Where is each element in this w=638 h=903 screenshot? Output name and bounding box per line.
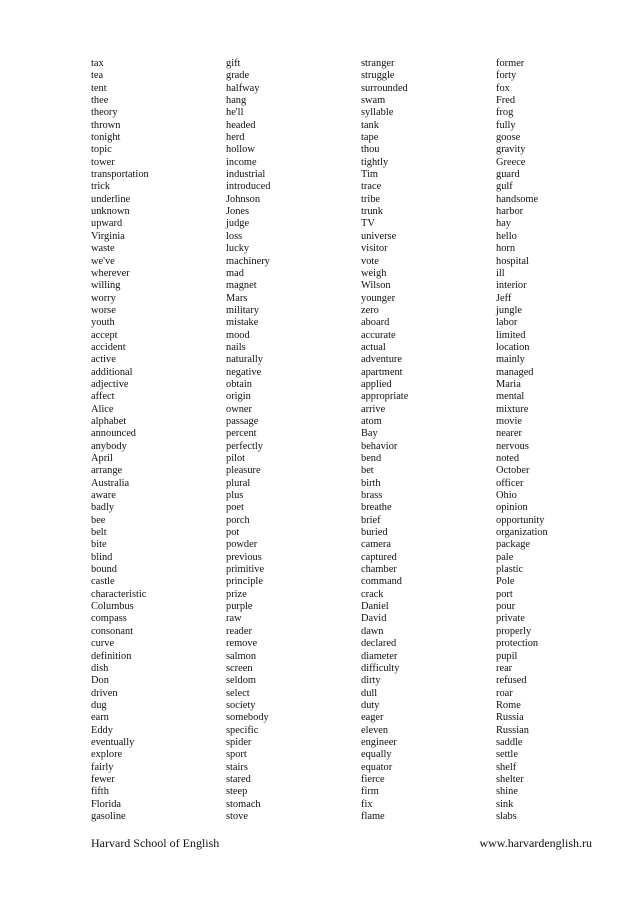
word-item: saddle <box>496 736 523 748</box>
word-item: opinion <box>496 502 528 514</box>
word-item: buried <box>361 527 388 539</box>
word-item: active <box>91 354 116 366</box>
word-item: Australia <box>91 477 130 489</box>
word-item: worry <box>91 292 116 304</box>
word-item: raw <box>226 613 242 625</box>
word-item: Jones <box>226 206 250 218</box>
word-item: David <box>361 613 387 625</box>
word-item: hospital <box>496 255 529 267</box>
word-item: tower <box>91 156 115 168</box>
word-item: Florida <box>91 798 122 810</box>
word-item: introduced <box>226 181 271 193</box>
word-item: TV <box>361 218 375 230</box>
word-item: Alice <box>91 403 114 415</box>
word-item: theory <box>91 107 118 119</box>
word-item: Eddy <box>91 724 113 736</box>
word-item: visitor <box>361 243 388 255</box>
word-item: officer <box>496 477 524 489</box>
word-item: steep <box>226 786 248 798</box>
word-item: universe <box>361 230 397 242</box>
word-item: characteristic <box>91 588 147 600</box>
word-item: private <box>496 613 525 625</box>
word-item: lucky <box>226 243 250 255</box>
word-item: mad <box>226 267 244 279</box>
word-item: porch <box>226 514 250 526</box>
word-item: announced <box>91 428 137 440</box>
word-item: castle <box>91 576 115 588</box>
word-item: applied <box>361 378 392 390</box>
word-item: Virginia <box>91 230 125 242</box>
word-item: surrounded <box>361 82 408 94</box>
word-item: specific <box>226 724 259 736</box>
word-item: trace <box>361 181 382 193</box>
word-item: fifth <box>91 786 109 798</box>
word-item: waste <box>91 243 115 255</box>
word-item: machinery <box>226 255 270 267</box>
word-item: screen <box>226 662 253 674</box>
word-item: labor <box>496 317 518 329</box>
word-item: hay <box>496 218 512 230</box>
word-item: dug <box>91 699 107 711</box>
word-item: dish <box>91 662 109 674</box>
word-item: crack <box>361 588 384 600</box>
word-item: slabs <box>496 810 517 822</box>
word-item: nearer <box>496 428 522 440</box>
word-item: jungle <box>496 304 522 316</box>
word-item: equator <box>361 761 393 773</box>
word-column-4 <box>496 58 548 823</box>
word-item: dawn <box>361 625 384 637</box>
word-item: stairs <box>226 761 248 773</box>
word-item: October <box>496 465 530 477</box>
word-item: firm <box>361 786 379 798</box>
footer-school-name: Harvard School of English <box>91 836 220 850</box>
word-item: gravity <box>496 144 526 156</box>
word-item: swam <box>361 95 386 107</box>
word-item: thou <box>361 144 380 156</box>
word-item: sink <box>496 798 514 810</box>
word-item: shine <box>496 786 518 798</box>
word-item: somebody <box>226 712 269 724</box>
word-item: gasoline <box>91 810 126 822</box>
word-item: bet <box>361 465 374 477</box>
word-item: settle <box>496 749 518 761</box>
word-item: duty <box>361 699 380 711</box>
word-item: explore <box>91 749 123 761</box>
word-item: earn <box>91 712 109 724</box>
word-item: Russian <box>496 724 529 736</box>
word-item: former <box>496 58 525 69</box>
word-column-2 <box>226 58 270 823</box>
word-item: badly <box>91 502 115 514</box>
word-item: alphabet <box>91 415 127 427</box>
word-item: judge <box>226 218 250 230</box>
word-item: aware <box>91 490 116 502</box>
word-item: military <box>226 304 259 316</box>
word-item: flame <box>361 810 385 822</box>
word-item: eager <box>361 712 384 724</box>
word-column-1 <box>91 58 149 823</box>
word-column-3 <box>361 58 408 823</box>
word-item: bee <box>91 514 106 526</box>
word-item: income <box>226 156 257 168</box>
word-item: thrown <box>91 119 121 131</box>
word-item: Daniel <box>361 601 389 613</box>
word-item: declared <box>361 638 397 650</box>
word-item: primitive <box>226 564 265 576</box>
word-item: arrive <box>361 403 386 415</box>
word-item: fully <box>496 119 516 131</box>
word-item: protection <box>496 638 539 650</box>
word-item: upward <box>91 218 123 230</box>
word-item: pilot <box>226 453 246 464</box>
word-item: naturally <box>226 354 263 366</box>
word-item: harbor <box>496 206 524 218</box>
word-item: roar <box>496 687 513 699</box>
word-item: tank <box>361 119 379 131</box>
word-item: we've <box>91 255 115 267</box>
word-item: stomach <box>226 798 261 810</box>
word-item: stared <box>226 773 251 785</box>
word-item: industrial <box>226 169 266 181</box>
word-item: willing <box>91 280 121 292</box>
word-item: sport <box>226 749 247 761</box>
word-item: gift <box>226 58 241 69</box>
word-item: nervous <box>496 440 529 452</box>
word-item: syllable <box>361 107 394 119</box>
word-item: fierce <box>361 773 385 785</box>
word-item: fairly <box>91 761 114 773</box>
word-item: unknown <box>91 206 130 218</box>
word-item: purple <box>226 601 253 613</box>
word-item: powder <box>226 539 258 551</box>
word-item: eleven <box>361 724 389 736</box>
word-item: movie <box>496 415 522 427</box>
word-item: appropriate <box>361 391 409 403</box>
word-item: magnet <box>226 280 257 292</box>
word-item: halfway <box>226 82 260 94</box>
word-item: Bay <box>361 428 378 440</box>
word-item: chamber <box>361 564 397 576</box>
word-item: goose <box>496 132 521 144</box>
word-item: topic <box>91 144 112 156</box>
word-item: underline <box>91 193 131 205</box>
word-item: younger <box>361 292 396 304</box>
footer-website: www.harvardenglish.ru <box>479 836 592 850</box>
word-item: Rome <box>496 699 521 711</box>
word-item: Wilson <box>361 280 391 292</box>
word-item: breathe <box>361 502 392 514</box>
word-item: forty <box>496 70 517 82</box>
word-item: consonant <box>91 625 134 637</box>
word-item: affect <box>91 391 115 403</box>
word-item: guard <box>496 169 520 181</box>
word-item: youth <box>91 317 115 329</box>
word-item: bend <box>361 453 382 464</box>
word-item: noted <box>496 453 520 464</box>
word-item: anybody <box>91 440 127 452</box>
word-item: accurate <box>361 329 396 341</box>
word-item: struggle <box>361 70 395 82</box>
word-item: tightly <box>361 156 389 168</box>
word-item: he'll <box>226 107 244 119</box>
word-item: apartment <box>361 366 403 378</box>
word-item: difficulty <box>361 662 400 674</box>
word-item: fix <box>361 798 373 810</box>
word-item: plural <box>226 477 251 489</box>
word-item: plastic <box>496 564 524 576</box>
word-item: grade <box>226 70 250 82</box>
word-item: transportation <box>91 169 149 181</box>
word-item: camera <box>361 539 391 551</box>
word-item: fox <box>496 82 510 94</box>
word-item: mental <box>496 391 525 403</box>
word-item: additional <box>91 366 133 378</box>
word-item: bound <box>91 564 117 576</box>
word-item: interior <box>496 280 527 292</box>
word-item: blind <box>91 551 113 563</box>
word-item: tonight <box>91 132 121 144</box>
word-item: pale <box>496 551 514 563</box>
word-item: loss <box>226 230 243 242</box>
word-item: trunk <box>361 206 383 218</box>
word-item: behavior <box>361 440 398 452</box>
word-item: birth <box>361 477 381 489</box>
word-item: equally <box>361 749 392 761</box>
word-item: brief <box>361 514 381 526</box>
word-item: dirty <box>361 675 381 687</box>
word-item: driven <box>91 687 118 699</box>
word-item: negative <box>226 366 262 378</box>
word-item: bite <box>91 539 107 551</box>
word-item: perfectly <box>226 440 263 452</box>
word-item: accept <box>91 329 118 341</box>
word-item: passage <box>226 415 259 427</box>
word-item: shelf <box>496 761 517 773</box>
word-item: aboard <box>361 317 390 329</box>
word-item: weigh <box>361 267 387 279</box>
word-item: hello <box>496 230 517 242</box>
word-item: remove <box>226 638 258 650</box>
word-item: select <box>226 687 250 699</box>
word-item: Fred <box>496 95 516 107</box>
word-item: Mars <box>226 292 248 304</box>
word-item: poet <box>226 502 244 514</box>
word-item: Don <box>91 675 109 687</box>
word-item: managed <box>496 366 534 378</box>
word-item: atom <box>361 415 382 427</box>
word-item: package <box>496 539 531 551</box>
word-item: Ohio <box>496 490 517 502</box>
word-item: percent <box>226 428 257 440</box>
word-item: command <box>361 576 402 588</box>
word-item: handsome <box>496 193 539 205</box>
word-item: arrange <box>91 465 123 477</box>
word-item: worse <box>91 304 116 316</box>
word-item: horn <box>496 243 516 255</box>
word-item: Johnson <box>226 193 261 205</box>
word-item: salmon <box>226 650 257 662</box>
word-item: curve <box>91 638 115 650</box>
word-item: reader <box>226 625 252 637</box>
word-item: Jeff <box>496 292 512 304</box>
word-item: rear <box>496 662 513 674</box>
word-item: fewer <box>91 773 115 785</box>
word-item: belt <box>91 527 107 539</box>
word-item: limited <box>496 329 526 341</box>
word-item: captured <box>361 551 397 563</box>
word-item: port <box>496 588 513 600</box>
word-item: gulf <box>496 181 513 193</box>
word-item: actual <box>361 341 386 353</box>
word-item: pot <box>226 527 240 539</box>
word-item: mixture <box>496 403 529 415</box>
word-item: adjective <box>91 378 129 390</box>
word-item: mood <box>226 329 250 341</box>
word-item: accident <box>91 341 126 353</box>
word-item: origin <box>226 391 251 403</box>
word-item: frog <box>496 107 514 119</box>
word-item: Columbus <box>91 601 134 613</box>
word-item: society <box>226 699 256 711</box>
word-item: diameter <box>361 650 398 662</box>
word-item: herd <box>226 132 245 144</box>
word-item: eventually <box>91 736 135 748</box>
word-item: plus <box>226 490 244 502</box>
word-item: seldom <box>226 675 257 687</box>
word-item: tent <box>91 82 107 94</box>
word-item: obtain <box>226 378 252 390</box>
word-item: Russia <box>496 712 524 724</box>
word-item: tribe <box>361 193 381 205</box>
word-item: thee <box>91 95 109 107</box>
word-item: tea <box>91 70 104 82</box>
word-item: mainly <box>496 354 525 366</box>
word-item: engineer <box>361 736 397 748</box>
word-item: pleasure <box>226 465 261 477</box>
word-item: trick <box>91 181 111 193</box>
word-item: shelter <box>496 773 524 785</box>
word-item: stranger <box>361 58 395 69</box>
word-item: April <box>91 453 113 464</box>
word-item: brass <box>361 490 383 502</box>
word-item: Tim <box>361 169 378 181</box>
word-item: wherever <box>91 267 130 279</box>
word-item: nails <box>226 341 246 353</box>
word-item: dull <box>361 687 378 699</box>
word-item: mistake <box>226 317 259 329</box>
word-item: principle <box>226 576 263 588</box>
word-item: tax <box>91 58 104 69</box>
word-item: refused <box>496 675 527 687</box>
word-item: stove <box>226 810 248 822</box>
word-item: previous <box>226 551 262 563</box>
word-item: spider <box>226 736 252 748</box>
word-item: Greece <box>496 156 526 168</box>
word-item: ill <box>496 267 505 279</box>
word-item: hollow <box>226 144 255 156</box>
word-item: vote <box>361 255 379 267</box>
word-item: pupil <box>496 650 518 662</box>
word-item: location <box>496 341 530 353</box>
word-item: tape <box>361 132 379 144</box>
word-item: hang <box>226 95 247 107</box>
word-item: Pole <box>496 576 515 588</box>
word-item: prize <box>226 588 247 600</box>
word-item: Maria <box>496 378 521 390</box>
word-item: definition <box>91 650 132 662</box>
word-item: pour <box>496 601 516 613</box>
word-item: organization <box>496 527 548 539</box>
word-item: owner <box>226 403 252 415</box>
word-item: headed <box>226 119 256 131</box>
word-item: compass <box>91 613 127 625</box>
word-item: adventure <box>361 354 402 366</box>
word-item: opportunity <box>496 514 545 526</box>
word-item: properly <box>496 625 532 637</box>
word-item: zero <box>361 304 379 316</box>
